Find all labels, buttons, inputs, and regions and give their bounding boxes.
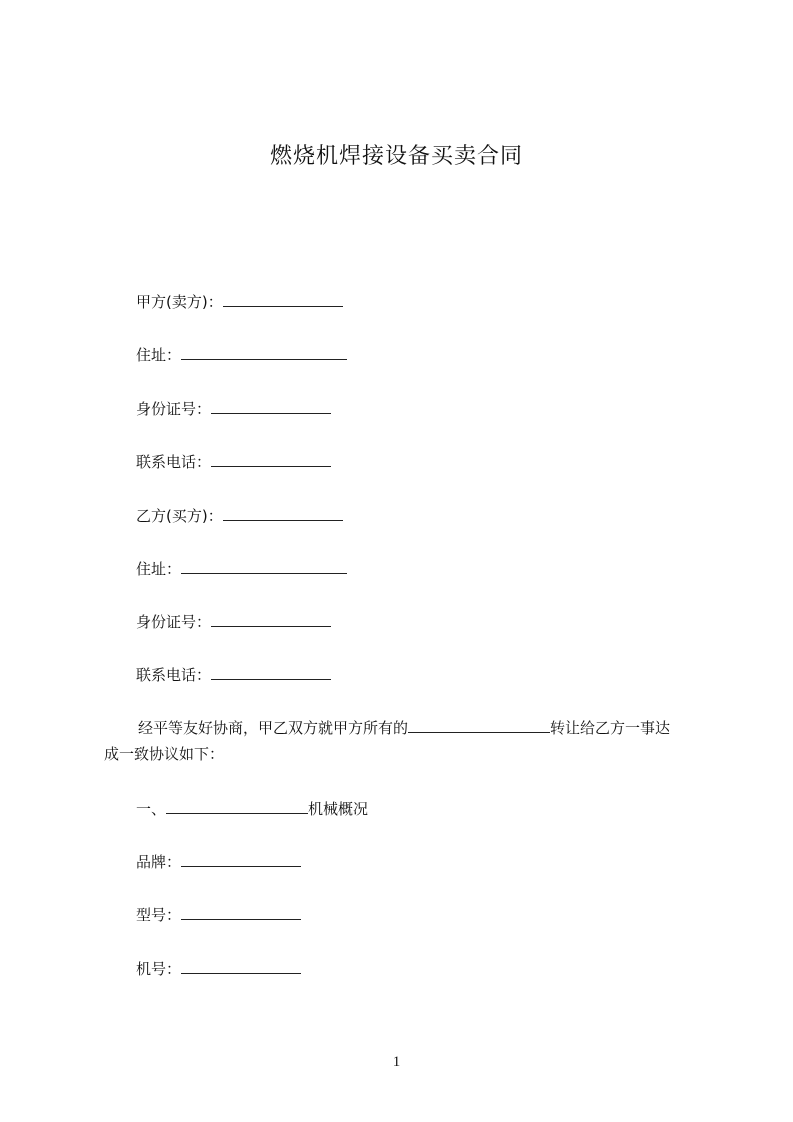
page-title: 燃烧机焊接设备买卖合同 <box>269 144 523 169</box>
party-a-phone-label: 联系电话： <box>136 453 212 471</box>
machine-no-field <box>136 957 301 980</box>
party-a-address-label: 住址： <box>136 346 182 364</box>
section-1-suffix: 机械概况 <box>308 800 369 818</box>
agreement-line-2: 成一致协议如下： <box>104 745 225 763</box>
brand-field <box>136 850 301 873</box>
agreement-item-blank[interactable] <box>408 716 550 733</box>
party-b-heading-field <box>136 504 343 527</box>
party-a-id-label: 身份证号： <box>136 400 212 418</box>
party-b-phone-label: 联系电话： <box>136 666 212 684</box>
brand-blank[interactable] <box>181 850 301 867</box>
party-b-address-blank[interactable] <box>181 557 347 574</box>
party-a-id-blank[interactable] <box>211 397 331 414</box>
machine-no-blank[interactable] <box>181 957 301 974</box>
party-a-name-blank[interactable] <box>223 290 343 307</box>
party-a-heading-field <box>136 290 343 313</box>
party-a-id-field <box>136 397 331 420</box>
party-a-heading-label: 甲方(卖方)： <box>136 293 223 311</box>
party-a-address-blank[interactable] <box>181 343 347 360</box>
page-number: 1 <box>392 1054 401 1070</box>
party-b-id-blank[interactable] <box>211 610 331 627</box>
model-blank[interactable] <box>181 903 301 920</box>
brand-label: 品牌： <box>136 853 182 871</box>
section-1-machine-blank[interactable] <box>166 797 308 814</box>
party-a-phone-blank[interactable] <box>211 450 331 467</box>
party-b-address-label: 住址： <box>136 560 182 578</box>
party-b-name-blank[interactable] <box>223 504 343 521</box>
party-a-address-field <box>136 343 347 366</box>
party-a-phone-field <box>136 450 331 473</box>
section-1-prefix: 一、 <box>136 800 167 818</box>
section-1-heading <box>136 797 368 820</box>
machine-no-label: 机号： <box>136 960 182 978</box>
agreement-text-before: 经平等友好协商，甲乙双方就甲方所有的 <box>138 719 409 737</box>
party-b-address-field <box>136 557 347 580</box>
agreement-text-after: 转让给乙方一事达 <box>550 719 671 737</box>
party-b-heading-label: 乙方(买方)： <box>136 507 223 525</box>
model-field <box>136 903 301 926</box>
party-b-id-field <box>136 610 331 633</box>
party-b-id-label: 身份证号： <box>136 613 212 631</box>
model-label: 型号： <box>136 906 182 924</box>
agreement-line-1 <box>104 715 704 741</box>
party-b-phone-field <box>136 663 331 686</box>
agreement-paragraph <box>104 715 704 767</box>
party-b-phone-blank[interactable] <box>211 663 331 680</box>
